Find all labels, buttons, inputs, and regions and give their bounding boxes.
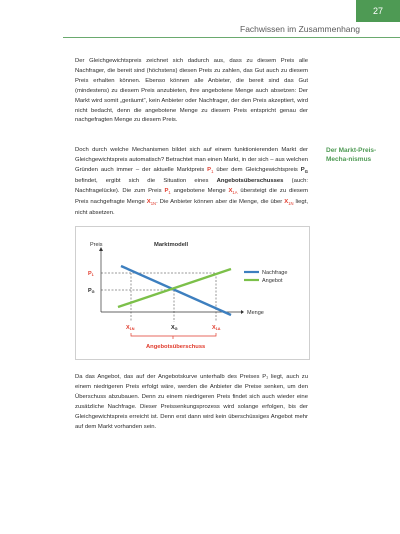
margin-note: Der Markt-Preis-Mecha-nismus (326, 147, 377, 163)
price-p1: $P_1$ (207, 166, 214, 174)
x-tick-xg: $X_G$ (171, 325, 178, 332)
price-p1: $P_1$ (164, 187, 171, 195)
paragraph-2-text: liegt, nicht absetzen. (75, 198, 308, 216)
y-tick-p1: $P_1$ (88, 271, 94, 278)
paragraph-2-text: übersteigt die zu diesem Preis nachgefragte Menge (75, 187, 308, 205)
chart-title: Marktmodell (154, 242, 189, 248)
section-title: Fachwissen im Zusammenhang (240, 24, 360, 34)
market-model-figure (75, 226, 310, 360)
x-axis-arrow (241, 310, 244, 314)
surplus-bracket (131, 333, 216, 336)
x-tick-x1n: $X_{1N}$ (126, 325, 135, 332)
paragraph-2-text: Doch durch welche Mechanismen bildet sich auf einem funktionierenden Markt der Gleichgewichtspreis automatisch? Betrachtet man einen Markt, in der sich – aus welchen Gründen auch immer – der aktuelle Marktpreis (75, 147, 308, 173)
x-axis-label: Menge (247, 310, 264, 316)
paragraph-2-text: befindet, ergibt sich die Situation eines (75, 177, 217, 184)
paragraph-3: Da das Angebot, das auf der Angebotskurve unterhalb des Preises P₁ liegt, auch zu einem niedrigeren Preis erfolgt wäre, werden die Anbieter die Preise senken, um den Überschuss abzubauen. Denn zu einem niedrigeren Preis findet sich auch wieder eine zusätzliche Nachfrage. Dieser Preissenkungsprozess wird solange erfolgen, bis der Gleichgewichtspreis erreicht ist. Denn erst dann wird kein überschüssiges Angebot mehr auf dem Markt vorhanden sein. (75, 374, 308, 430)
y-tick-pg: $P_G$ (88, 288, 95, 295)
x-tick-x1a: $X_{1A}$ (212, 325, 221, 332)
legend-supply-label: Angebot (262, 278, 283, 284)
quantity-x1a: $X_{1A}$ (228, 187, 238, 195)
header-divider (63, 37, 400, 38)
term-angebotsueberschuss: Angebotsüberschusses (216, 177, 284, 184)
surplus-label: Angebotsüberschuss (146, 344, 206, 350)
page-number-box (356, 0, 400, 22)
paragraph-2-text: . Die Anbieter können aber die Menge, die über (156, 198, 285, 205)
paragraph-2-text: (auch: Nachfragelücke). Die zum Preis (75, 177, 308, 194)
quantity-x1n: $X_{1N}$ (146, 198, 157, 207)
legend-demand-label: Nachfrage (262, 270, 288, 276)
paragraph-2-text: über dem Gleichgewichtspreis (213, 166, 301, 173)
supply-curve (118, 269, 231, 307)
paragraph-2 (75, 146, 308, 219)
market-model-diagram (76, 227, 309, 359)
page-number: 27 (372, 6, 383, 16)
paragraph-1: Der Gleichgewichtspreis zeichnet sich dadurch aus, dass zu diesem Preis alle Nachfrager, die bereit sind (höchstens) diesen Preis zu zahlen, das Gut auch zu diesem Preis erhalten können. Ebenso können alle Anbieter, die bereit sind das Gut (mindestens) zu diesem Preis anzubieten, ihre angebotene Menge auch absetzen: Der Markt wird somit „geräumt“, kein Anbieter oder Nachfrager, der den Preis akzeptiert, wird nicht bedacht, denn die angebotene Menge zu diesem Preis entspricht genau der nachgefragten Menge zu diesem Preis. (75, 58, 308, 124)
y-axis-label: Preis (90, 242, 103, 248)
price-pg: $P_G$ (300, 166, 308, 174)
paragraph-2-text: angebotene Menge (170, 187, 229, 194)
quantity-x1n: $X_{1N}$ (284, 198, 294, 207)
